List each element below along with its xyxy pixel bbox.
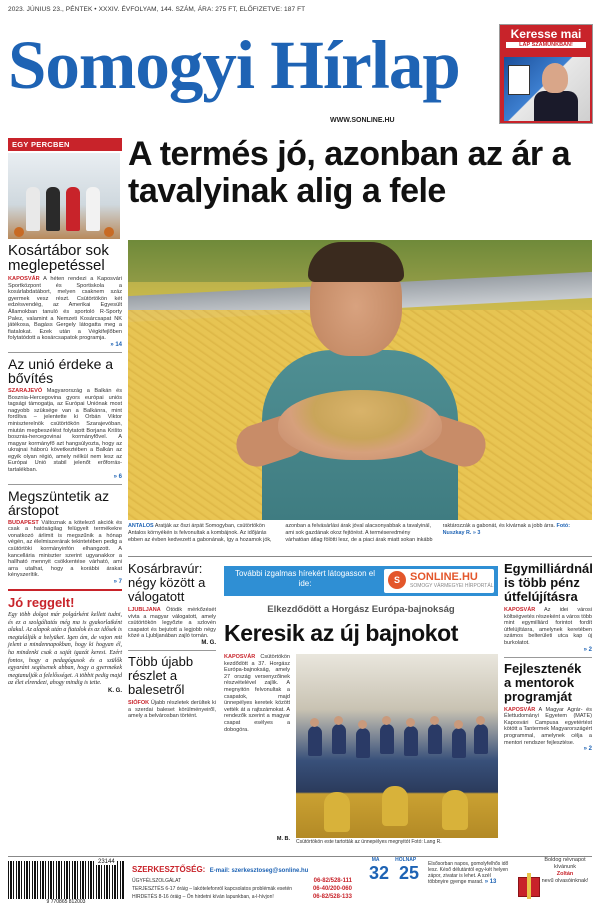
- story-headline[interactable]: Megszüntetik az árstopot: [8, 487, 110, 518]
- promo-subtitle: LAP SZÁMUNKBAN!: [506, 42, 586, 48]
- story-text: [504, 707, 592, 747]
- team-member-head: [382, 716, 391, 725]
- story-kicker-line: Elkezdődött a Horgász Európa-bajnokság: [267, 604, 455, 615]
- magazine-icon: [508, 65, 530, 95]
- story-kicker: KAPOSVÁR: [504, 607, 536, 613]
- story-body: Újabb részletek derültek ki a szerdai baleset körülményeiről, amely a belvárosban történt.: [128, 699, 216, 720]
- divider: [8, 484, 122, 485]
- weather-box: [364, 857, 424, 884]
- child-figure: [46, 187, 60, 231]
- barcode: [8, 861, 124, 901]
- team-member: [452, 728, 466, 758]
- team-member: [356, 728, 370, 758]
- story-body: Ötödik mérkőzését vívta a magyar válogatott, amely csütörtökön legyőzte a szlovén csapatot és bejutott a legjobb négy közé a Ljubljanában zajló tornán.: [128, 607, 216, 640]
- nameday-line: Boldog névnapot: [544, 857, 586, 863]
- author-signature: M. B.: [276, 836, 290, 842]
- team-member: [474, 724, 488, 754]
- temp-tomorrow: 25: [398, 863, 420, 883]
- promo-image: [504, 57, 590, 121]
- banner-text: További izgalmas hírekért látogasson el ide:: [234, 569, 376, 588]
- banner-logo-box: [384, 569, 494, 593]
- trophy-icon: [382, 786, 408, 826]
- team-member: [404, 726, 418, 756]
- story-body: Csütörtökön kezdődött a 37. Horgász Európa-bajnokság, amely 27 ország versenyzőinek részvételével zajlik. A megnyitón felvonultak a csapatok, majd ünnepélyes keretek között vették át a rajtszámokat. A rendezők szerint a magyar csapat esélyes a dobogóra.: [224, 654, 290, 733]
- trophy-icon: [324, 792, 350, 832]
- photo-caption: [128, 523, 592, 543]
- person-hair: [308, 242, 404, 282]
- promo-title: Keresse mai: [510, 27, 582, 41]
- story-kicker: SIÓFOK: [128, 699, 150, 706]
- author-signature: M. G.: [201, 639, 216, 646]
- author-signature: K. G.: [107, 687, 122, 694]
- promo-box[interactable]: [499, 24, 593, 124]
- basketball-icon: [104, 227, 114, 237]
- story-body: Változnak a kötelező akciók és csak a hatóságilag felügyelt termékekre vonatkozó árlimit is megszűnik a hónap végén, az élelmiszerárak tekintetében pedig a csütörtöki kormányinfón elhangzott. A kancellária miniszter szerint ugyanakkor a hallható mennyit csökkentése várható, ami arra utalhat, hogy a korábbi árakat kényszerítik.: [8, 519, 122, 579]
- newspaper-logo: Somogyi Hírlap: [8, 27, 460, 103]
- contact-label: TERJESZTÉS 6-17 óráig – lakótelefonról kapcsolatos problémák esetén: [132, 886, 293, 892]
- contact-phone[interactable]: 06-82/528-111: [313, 878, 352, 884]
- nameday-text: [538, 857, 592, 885]
- team-member-head: [310, 718, 319, 727]
- nameday-line: nevű olvasóinknak!: [541, 878, 589, 884]
- editorial-contacts: [132, 859, 352, 901]
- weather-today-label: MA: [371, 857, 380, 863]
- contact-row: [132, 877, 352, 885]
- nameday-name: Zoltán: [556, 871, 574, 877]
- middle-column: [128, 562, 216, 720]
- divider: [128, 556, 592, 557]
- story-kicker: LJUBLJANA: [128, 607, 161, 613]
- story-headline[interactable]: Kosártábor sok meglepetéssel: [8, 242, 109, 274]
- hands-with-grain: [278, 390, 442, 460]
- story-kicker: BUDAPEST: [8, 519, 39, 526]
- story-kicker: KAPOSVÁR: [504, 706, 536, 713]
- banner-brand: SONLINE.HU: [410, 571, 478, 583]
- story-text: [504, 607, 592, 647]
- promo-person-body: [534, 91, 578, 121]
- story-text: [8, 388, 122, 474]
- child-figure: [86, 187, 100, 231]
- dateline: 2023. JÚNIUS 23., PÉNTEK • XXXIV. ÉVFOLYAM, 144. SZÁM, ÁRA: 275 FT, ELŐFIZETVE: 187 FT: [8, 6, 306, 13]
- story-text: [8, 520, 122, 579]
- main-photo: [128, 240, 592, 520]
- weather-tomorrow-label: HOLNAP: [395, 857, 417, 863]
- contact-row: [132, 893, 352, 901]
- nameday-box: [514, 857, 592, 905]
- sonline-logo-icon: S: [388, 571, 406, 589]
- story-body: A Magyar Agrár- és Élettudományi Egyetem (MATE) Kaposvári Campusa egyetértést kötött a Tantermek Magyarországért programmal, amelynek célja a mentori rendszer fejlesztése.: [504, 706, 592, 746]
- gift-ribbon-icon: [527, 873, 531, 899]
- right-column: [504, 562, 592, 752]
- team-member: [380, 724, 394, 754]
- divider: [128, 650, 216, 651]
- story-kicker: SZARAJEVÓ: [8, 387, 43, 394]
- banner-brand-subtitle: SOMOGY VÁRMEGYEI HÍRPORTÁL: [410, 583, 494, 589]
- sonline-banner[interactable]: [224, 566, 498, 596]
- story-text: [8, 276, 122, 342]
- weather-forecast: [428, 861, 512, 885]
- team-member: [308, 726, 322, 756]
- team-member-head: [406, 718, 415, 727]
- page-ref[interactable]: » 2: [583, 646, 592, 653]
- main-headline[interactable]: A termés jó, azonban az ár a tavalyinak alig a fele: [128, 135, 570, 210]
- left-column: [8, 138, 122, 694]
- team-member-head: [358, 720, 367, 729]
- contact-phone[interactable]: 06-82/528-133: [312, 894, 352, 900]
- footer: [8, 856, 592, 904]
- story-headline[interactable]: Fejlesztenék a mentorok programját: [504, 660, 582, 704]
- divider: [8, 589, 122, 591]
- basketball-icon: [14, 227, 24, 237]
- caption-kicker: ANTALOS: [128, 523, 154, 529]
- story-headline[interactable]: Egymilliárdnál is több pénz útfelújításra: [504, 561, 593, 604]
- promo-person-face: [542, 63, 568, 93]
- contact-label: ÜGYFÉLSZOLGÁLAT: [132, 878, 182, 884]
- photo-caption: Csütörtökön este tartották az ünnepélyes megnyitót Fotó: Lang R.: [296, 839, 442, 845]
- story-body: Magyarország a Balkán és Bosznia-Hercegovina gyors európai uniós tagsági támogatja, az Európai Uniónak most nagyobb szüksége van a Balkánra, mint fordítva – jelentette ki Orbán Viktor miniszterelnök csütörtökön Szarajevóban, miután megbeszélést folytatott Borjana Krišto bosznia-hercegovinai kormányfővel. A magyar kormányfő azt hangsúlyozta, hogy az ukrajnai háború következtében a Balkán az egyik olyan régió, amely nélkül nem lesz az Európai Unió stabil jelenőt erőforrás-tartalékban.: [8, 387, 122, 474]
- story-headline[interactable]: Keresik az új bajnokot: [224, 620, 459, 646]
- child-figure: [26, 187, 40, 231]
- page-ref[interactable]: » 14: [110, 341, 122, 348]
- team-member-head: [454, 720, 463, 729]
- story-kicker: KAPOSVÁR: [8, 276, 40, 282]
- divider: [8, 352, 122, 353]
- barcode-number: 9 770865 812003: [8, 899, 124, 905]
- story-text: [224, 654, 290, 733]
- weather-text: Elsősorban napos, gomolyfelhős idő lesz. Késő délutántól egy-két helyen zápor, zivatar is lehet. A szél többnyire gyenge marad.: [428, 861, 509, 885]
- team-member: [428, 724, 442, 754]
- team-photo: [296, 654, 498, 838]
- trophy-icon: [442, 790, 468, 830]
- child-figure: [66, 187, 80, 231]
- team-member-head: [430, 716, 439, 725]
- page-ref[interactable]: » 2: [583, 746, 592, 753]
- page-ref[interactable]: » 6: [113, 473, 122, 480]
- story-text: [128, 607, 216, 640]
- temp-today: 32: [368, 863, 390, 883]
- caption-ref[interactable]: Fotó: Nuszkay R. » 3: [442, 523, 570, 536]
- contact-row: [132, 885, 352, 893]
- column-title: Jó reggelt!: [8, 595, 75, 610]
- story-kicker: KAPOSVÁR: [224, 654, 256, 660]
- team-member-head: [334, 716, 343, 725]
- story-body: A héten rendezi a Kaposvári Sportközpont és Sportiskola a kosárlabdatábort, melyen csaknem száz gyermek vesz részt. Csütörtökön két edzésvendég, az Amerikai Egyesült Államokban tanuló és sportoló R-Sporty Palez, valamint a Nemzeti Kosárcsapat NK játékosa, Bagáss Gergely látogatta meg a fiatalokat. Ezek után a Végkifejlőben folytatódott a kosárcsapatok programja.: [8, 276, 122, 342]
- story-body: Az idei városi költségvetés részeként a város több mint egymilliárd forintot fordít útfelújításra, amelynek keretében számos belterületi utca kap új burkolatot.: [504, 607, 592, 646]
- story-text: [128, 700, 216, 720]
- team-member: [332, 724, 346, 754]
- page-ref[interactable]: » 7: [113, 579, 122, 585]
- basketball-camp-photo: [8, 153, 120, 239]
- editorial-email[interactable]: E-mail: szerkesztoseg@sonline.hu: [209, 868, 309, 874]
- editorial-title: SZERKESZTŐSÉG:: [132, 865, 206, 874]
- story-headline[interactable]: Az unió érdeke a bővítés: [8, 355, 114, 386]
- divider: [504, 657, 592, 658]
- story-headline[interactable]: Több újabb részlet a balesetről: [128, 653, 194, 697]
- section-tag: EGY PERCBEN: [8, 138, 122, 151]
- page-ref[interactable]: » 13: [484, 879, 497, 885]
- story-headline[interactable]: Kosárbravúr: négy között a válogatott: [128, 561, 206, 604]
- caption-text: Aratják az őszi árpát Somogyban, csütörtökön Antalos környékén is felvonultak a kombájnok. Az időjárás ebben az évben kedvezett a gabonának, így a hozamok jók, azonban a felvásárlási árak jóval alacsonyabbak a tavalyinál, ami sok gazdának okoz fejtörést. A terméseredmény várhatóan átlag fölötti lesz, de a piaci árak miatt sokan inkább raktározzák a gabonát, és kivárnak a jobb árra.: [128, 523, 556, 543]
- contact-phone[interactable]: 06-40/200-060: [312, 886, 352, 892]
- nameday-line: kívánunk: [553, 864, 576, 870]
- contact-label: HIRDETÉS 8-16 óráig – Ön hirdetni kíván lapunkban, a-l-hívjon!: [132, 894, 274, 900]
- column-text: Egy több dolgot már polgárként kellett tudni, és ez a szolgáltatás még ma is gyakorlatként alakul. Az alapok után a fiatalok és az idősek is megtalálják a helyüket. Igen ám, de vajon mit jelent a mindennapokban, hogy ki hogyan él, ha mindenki csak a saját igazát keresi. Ezért fontos, hogy a pedagógusok és a szülők egyaránt segítsenek abban, hogy a gyermekek megtanulják a felelősséget. A többit pedig majd az élet elrendezi, ahogy mindig is tette.: [8, 612, 122, 687]
- team-member-head: [476, 716, 485, 725]
- issue-number: 23144: [98, 859, 115, 865]
- website-url[interactable]: WWW.SONLINE.HU: [330, 117, 395, 124]
